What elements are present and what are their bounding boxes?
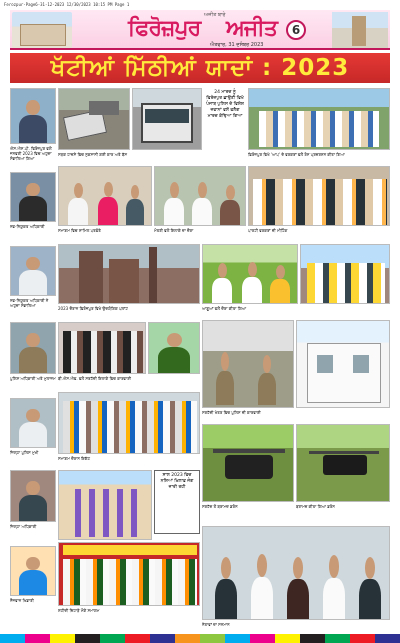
caption-12: ਸਰਹੱਦੀ ਖੇਤਰ ਵਿਚ ਪੁਲਿਸ ਦੀ ਕਾਰਵਾਈ xyxy=(202,410,261,415)
photo-protest-group xyxy=(248,88,390,150)
page-banner-title: ਖੱਟੀਆਂ ਮਿੱਠੀਆਂ ਯਾਦਾਂ : 2023 xyxy=(10,53,390,83)
color-swatch xyxy=(75,634,100,643)
photo-young-player xyxy=(10,546,56,596)
masthead-photo-right xyxy=(332,12,388,48)
photo-bsf-action xyxy=(58,322,146,374)
color-swatch xyxy=(100,634,125,643)
photo-crowd-gathering xyxy=(58,392,200,454)
print-header-line: Ferozpur-Page6-31-12-2023 12/30/2023 10:15 PM Page 1 xyxy=(0,0,400,9)
photo-drone-recovered-1 xyxy=(202,424,294,502)
masthead-paper-name: ਅਜੀਤ xyxy=(226,16,277,41)
photo-district-officer xyxy=(10,470,56,522)
masthead xyxy=(10,10,390,50)
caption-9: 2023 ਦੌਰਾਨ ਫ਼ਿਰੋਜ਼ਪੁਰ ਵਿਖੇ ਉਦਯੋਗਿਕ ਪਲਾਂਟ xyxy=(58,306,128,311)
photo-official-portrait xyxy=(10,172,56,222)
caption-17: ਸਰਹੱਦ ਤੋਂ ਬਰਾਮਦ ਡਰੋਨ xyxy=(202,504,238,509)
page-number-badge: 6 xyxy=(286,20,306,40)
caption-1: ਐਸ.ਐਸ.ਪੀ. ਫਿਰੋਜ਼ਪੁਰ ਵਲੋਂ ਜਨਵਰੀ 2023 ਵਿਚ ਅਹੁਦਾ ਸੰਭਾਲਿਆ ਗਿਆ xyxy=(10,146,52,161)
caption-16: ਸਮਾਗਮ ਦੌਰਾਨ ਇਕੱਠ xyxy=(58,456,91,461)
caption-24: ਨੇਤਾਵਾਂ ਦਾ ਸਨਮਾਨ xyxy=(202,622,230,627)
photo-border-police xyxy=(202,320,294,408)
color-swatch xyxy=(150,634,175,643)
masthead-photo-left xyxy=(12,12,72,48)
photo-party-workers xyxy=(248,166,390,226)
masthead-top-label: ਅਜੀਤ ਬਾਰੇ xyxy=(204,12,226,18)
color-swatch xyxy=(375,634,400,643)
caption-15: ਜ਼ਿਲ੍ਹਾ ਪੁਲਿਸ ਮੁਖੀ xyxy=(10,450,39,455)
caption-22: ਨੌਜਵਾਨ ਖਿਡਾਰੀ xyxy=(10,598,34,603)
caption-4: ਨਵ-ਨਿਯੁਕਤ ਅਧਿਕਾਰੀ xyxy=(10,224,45,229)
caption-5: ਸਮਾਗਮ ਵਿਚ ਸ਼ਾਮਿਲ ਪਤਵੰਤੇ xyxy=(58,228,101,233)
caption-13: ਪੁਲਿਸ ਅਧਿਕਾਰੀ ਅਤੇ ਮੁਲਾਜ਼ਮ xyxy=(10,376,56,381)
photo-martyr-portrait xyxy=(148,322,200,374)
photo-leaders-field xyxy=(202,244,298,304)
photo-drone-recovered-2 xyxy=(296,424,390,502)
photo-house xyxy=(296,320,390,408)
caption-2: ਸੜਕ ਹਾਦਸੇ ਵਿਚ ਨੁਕਸਾਨੀ ਗਈ ਕਾਰ ਅਤੇ ਬੱਸ xyxy=(58,152,128,157)
photo-turban-official xyxy=(10,246,56,296)
photo-industrial-plant xyxy=(58,244,200,304)
caption-8: ਨਵ-ਨਿਯੁਕਤ ਅਧਿਕਾਰੀ ਨੇ ਅਹੁਦਾ ਸੰਭਾਲਿਆ xyxy=(10,298,49,308)
caption-7: ਪਾਰਟੀ ਵਰਕਰਾਂ ਦੀ ਮੀਟਿੰਗ xyxy=(248,228,288,233)
color-swatch xyxy=(250,634,275,643)
masthead-date: ਐਤਵਾਰ, 31 ਦਸੰਬਰ 2023 xyxy=(210,42,264,48)
photo-leaders-honour xyxy=(202,526,390,620)
color-swatch xyxy=(125,634,150,643)
caption-11: ਬੀ.ਐਸ.ਐਫ. ਵਲੋਂ ਸਰਹੱਦੀ ਇਲਾਕੇ ਵਿਚ ਕਾਰਵਾਈ xyxy=(58,376,131,381)
color-swatch xyxy=(200,634,225,643)
color-swatch xyxy=(50,634,75,643)
color-swatch xyxy=(350,634,375,643)
photo-event-guests xyxy=(58,166,152,226)
photo-officer-portrait xyxy=(10,88,56,144)
print-color-bar xyxy=(0,634,400,643)
caption-20: ਬਰਾਮਦ ਕੀਤਾ ਗਿਆ ਡਰੋਨ xyxy=(296,504,335,509)
color-swatch xyxy=(0,634,25,643)
photo-minister-visit xyxy=(154,166,246,226)
photo-district-police-chief xyxy=(10,398,56,448)
box-text-flag-march: 24 ਮਾਰਚ ਨੂੰ ਫਿਰੋਜ਼ਪੁਰ ਛਾਉਣੀ ਵਿਖੇ ਪੰਜਾਬ ਪੁਲਿਸ ਦੇ ਵਿਸ਼ੇਸ਼ ਜਵਾਨਾਂ ਵਲੋਂ ਫਲੈਗ ਮਾਰਚ ਕੱਢਿਆ ਗਿਆ xyxy=(204,88,246,162)
masthead-city: ਫਿਰੋਜ਼ਪੁਰ xyxy=(128,16,201,41)
color-swatch xyxy=(325,634,350,643)
photo-uniformed-officer xyxy=(10,322,56,374)
color-swatch xyxy=(225,634,250,643)
photo-road-accident xyxy=(58,88,130,150)
photo-school-building xyxy=(58,470,152,540)
photo-bus xyxy=(132,88,202,150)
photo-martyrdom-event xyxy=(58,542,200,606)
color-swatch xyxy=(300,634,325,643)
color-swatch xyxy=(175,634,200,643)
caption-6: ਮੰਤਰੀ ਵਲੋਂ ਇਲਾਕੇ ਦਾ ਦੌਰਾ xyxy=(154,228,194,233)
color-swatch xyxy=(25,634,50,643)
color-swatch xyxy=(275,634,300,643)
caption-18: ਜ਼ਿਲ੍ਹਾ ਅਧਿਕਾਰੀ xyxy=(10,524,37,529)
caption-3: ਫ਼ਿਰੋਜ਼ਪੁਰ ਵਿਖੇ 'ਆਪ' ਦੇ ਵਰਕਰਾਂ ਵਲੋਂ ਰੋਸ ਪ੍ਰਦਰਸ਼ਨ ਕੀਤਾ ਗਿਆ xyxy=(248,152,345,157)
caption-23: ਸ਼ਹੀਦੀ ਦਿਹਾੜੇ ਮੌਕੇ ਸਮਾਗਮ xyxy=(58,608,100,613)
photo-riverside-group xyxy=(300,244,390,304)
caption-10: ਆਗੂਆਂ ਵਲੋਂ ਦੌਰਾ ਕੀਤਾ ਗਿਆ xyxy=(202,306,247,311)
box-text-boxed-quote: ਸਾਲ 2023 ਵਿਚ ਨਸ਼ਿਆਂ ਖ਼ਿਲਾਫ਼ ਜੰਗ ਜਾਰੀ ਰਹੀ xyxy=(154,470,200,534)
